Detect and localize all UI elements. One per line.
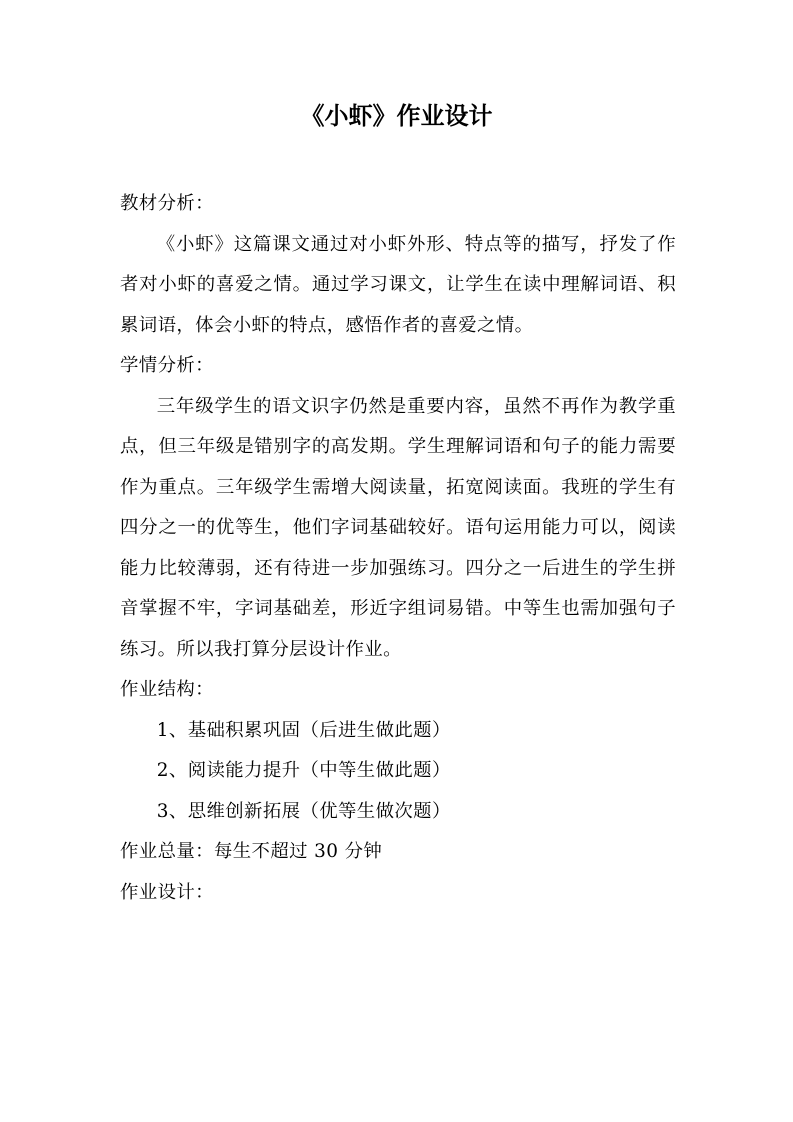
- homework-total-line: 作业总量：每生不超过 30 分钟: [120, 841, 383, 862]
- homework-structure-heading: 作业结构：: [120, 679, 214, 700]
- student-analysis-paragraph: 三年级学生的语文识字仍然是重要内容，虽然不再作为教学重点，但三年级是错别字的高发期。学生理解词语和句子的能力需要作为重点。三年级学生需增大阅读量，拓宽阅读面。我班的学生有四分之一的优等生，他们字词基础较好。语句运用能力可以，阅读能力比较薄弱，还有待进一步加强练习。四分之一后进生的学生拼音掌握不牢，字词基础差，形近字组词易错。中等生也需加强句子练习。所以我打算分层设计作业。: [120, 395, 676, 660]
- structure-item-1: 1、基础积累巩固（后进生做此题）: [156, 719, 451, 741]
- document-title: 《小虾》作业设计: [300, 102, 493, 130]
- homework-design-heading: 作业设计：: [120, 881, 214, 903]
- structure-item-3: 3、思维创新拓展（优等生做次题）: [156, 800, 451, 822]
- document-body: [120, 184, 676, 913]
- textbook-analysis-paragraph: 《小虾》这篇课文通过对小虾外形、特点等的描写，抒发了作者对小虾的喜爱之情。通过学习课文，让学生在读中理解词语、积累词语，体会小虾的特点，感悟作者的喜爱之情。: [120, 233, 676, 336]
- structure-item-2: 2、阅读能力提升（中等生做此题）: [156, 760, 451, 781]
- textbook-analysis-heading: 教材分析：: [120, 193, 214, 214]
- student-analysis-heading: 学情分析：: [120, 355, 214, 376]
